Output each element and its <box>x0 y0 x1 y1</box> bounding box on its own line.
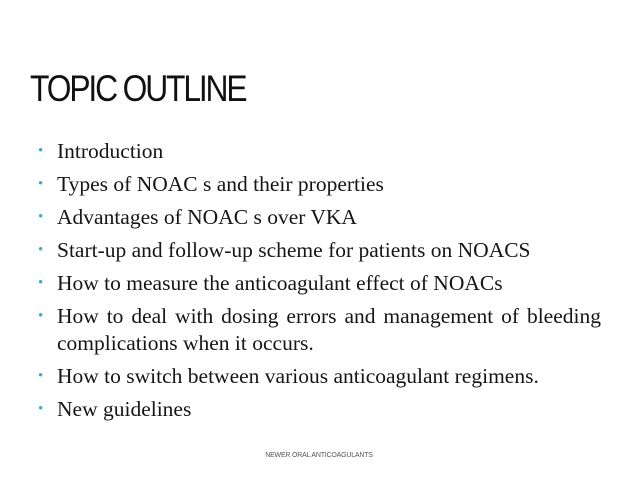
list-item <box>38 204 601 231</box>
bullet-icon: • <box>38 275 44 291</box>
bullet-icon: • <box>38 143 44 159</box>
list-item <box>38 396 601 423</box>
list-item <box>38 270 601 297</box>
slide-footer: NEWER ORAL ANTICOAGULANTS <box>265 452 373 459</box>
list-item-text: Types of NOAC s and their properties <box>57 172 384 196</box>
list-item-text: Introduction <box>57 139 164 163</box>
list-item-text: How to measure the anticoagulant effect of NOACs <box>57 271 503 295</box>
bullet-icon: • <box>38 400 44 417</box>
bullet-icon: • <box>38 308 44 324</box>
list-item <box>38 138 601 165</box>
list-item <box>38 237 601 264</box>
list-item-text: Start-up and follow-up scheme for patients on NOACS <box>57 238 531 262</box>
list-item-text: Advantages of NOAC s over VKA <box>57 205 357 229</box>
bullet-icon: • <box>38 242 44 258</box>
bullet-icon: • <box>38 367 44 384</box>
slide-title: TOPIC OUTLINE <box>30 68 246 109</box>
list-item <box>38 303 601 356</box>
bullet-icon: • <box>38 209 44 225</box>
list-item-text: How to switch between various anticoagulant regimens. <box>57 363 539 388</box>
list-item-text: New guidelines <box>57 396 192 421</box>
list-item-text: How to deal with dosing errors and management of bleeding complications when it occurs. <box>57 304 601 355</box>
list-item <box>38 171 601 198</box>
list-item <box>38 363 601 390</box>
bullet-icon: • <box>38 176 44 192</box>
topic-outline-list <box>38 138 601 429</box>
